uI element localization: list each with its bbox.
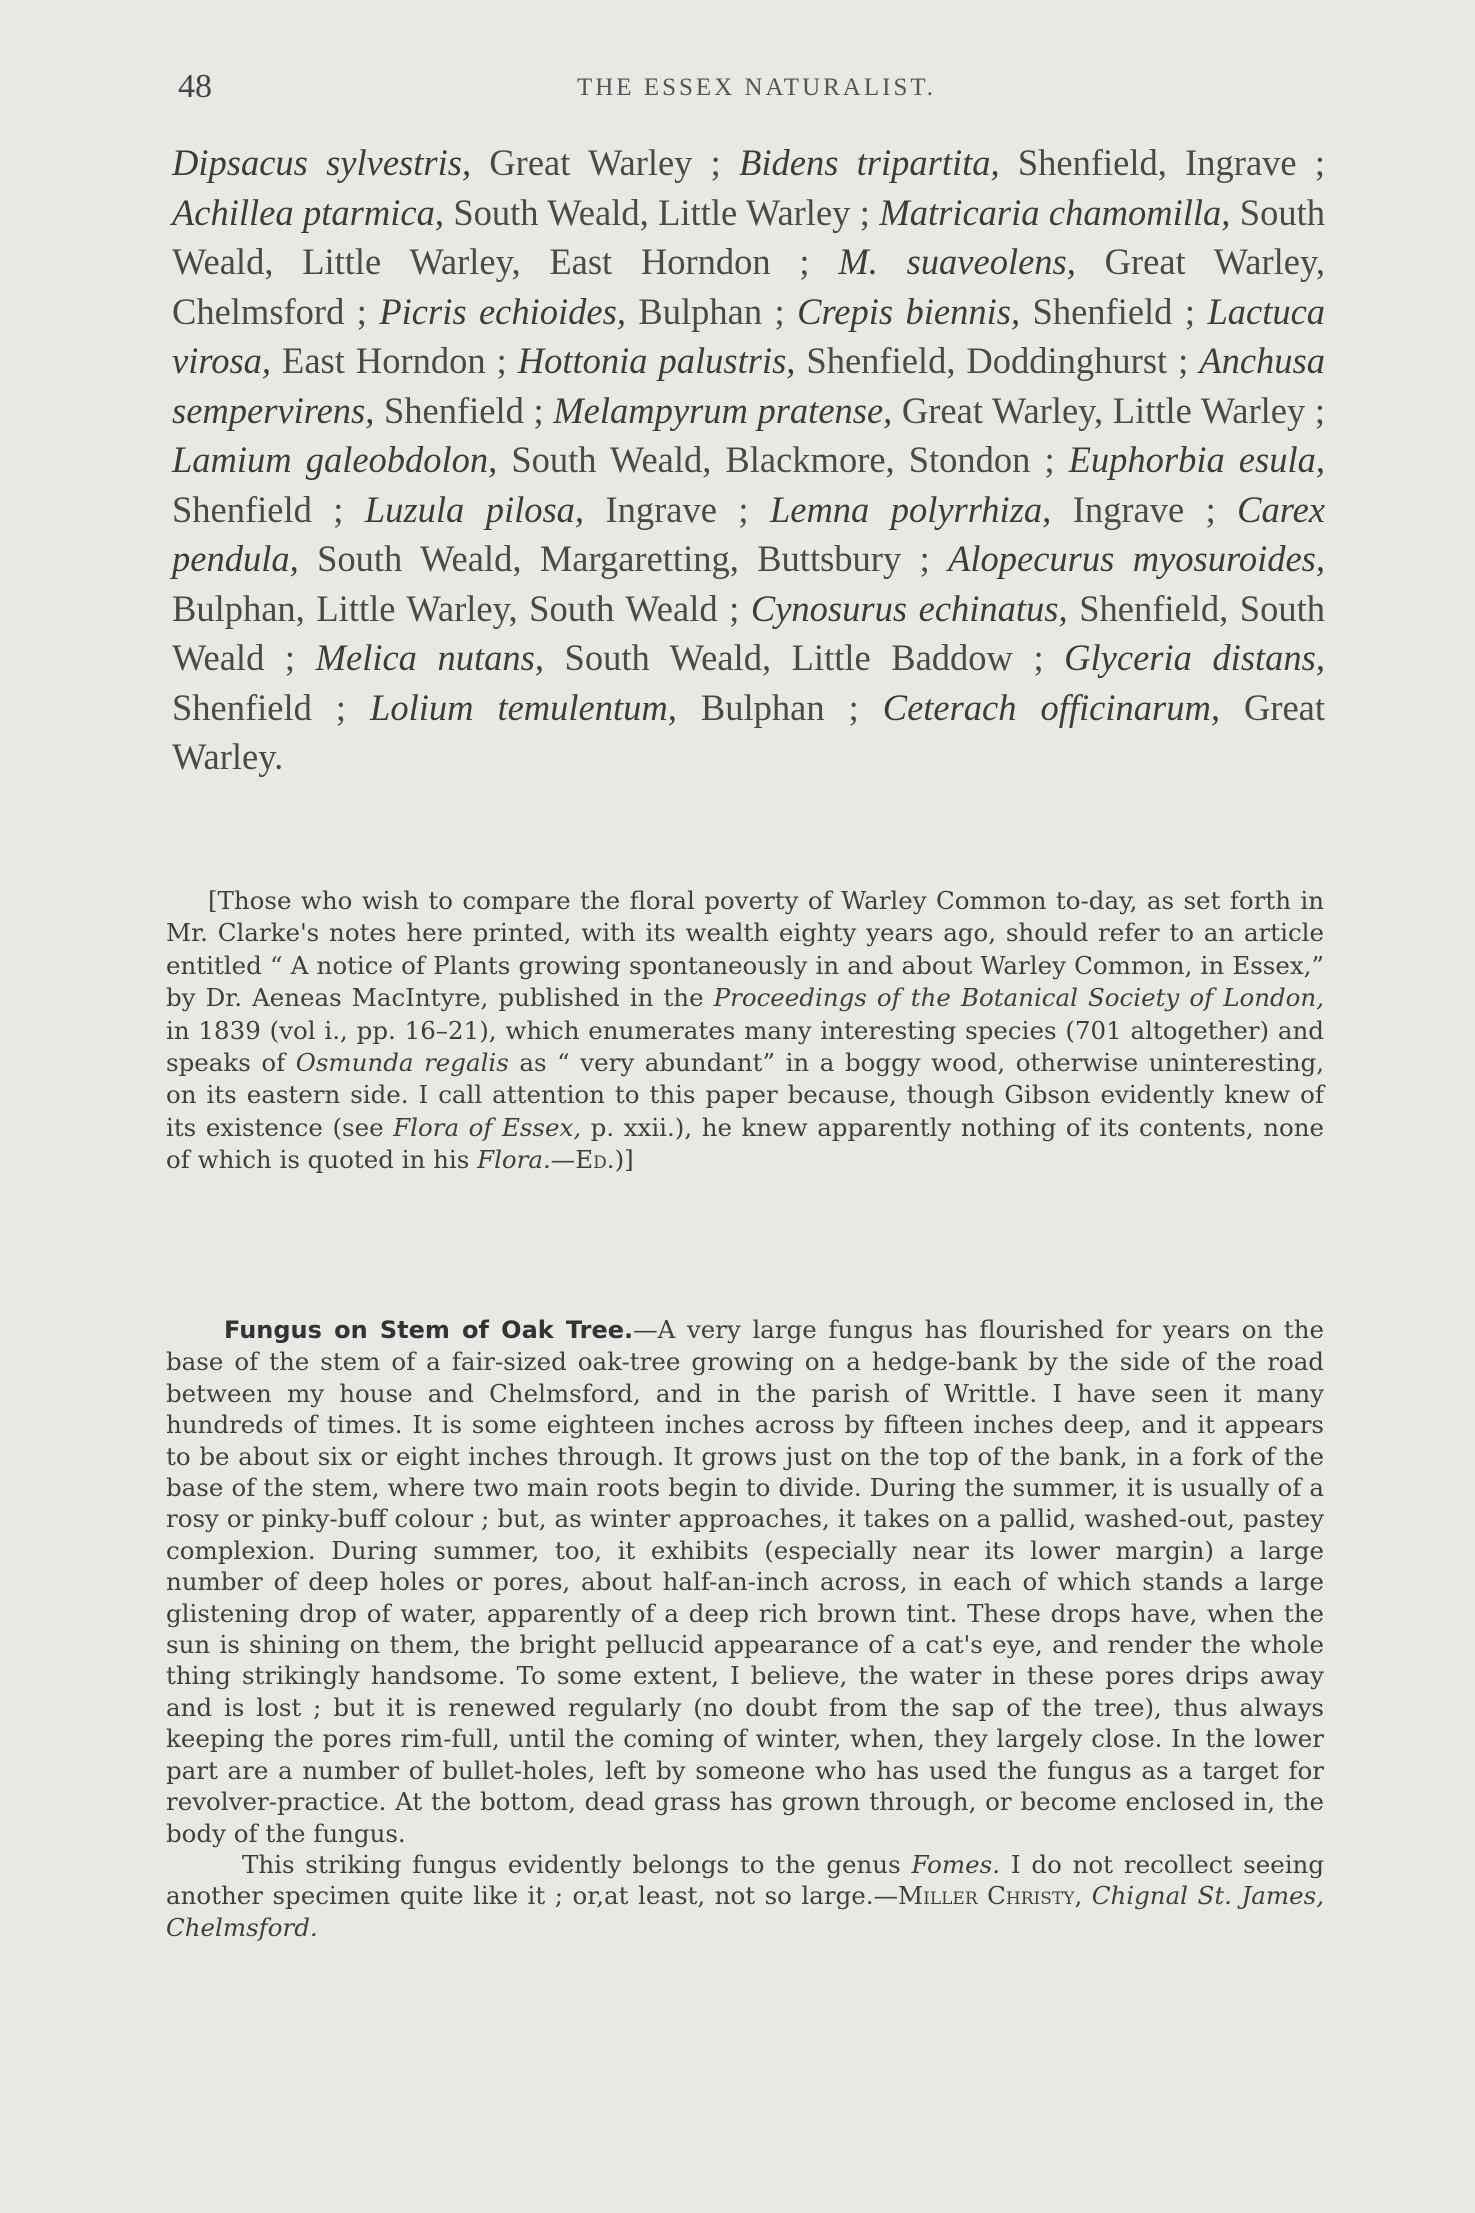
plant-list-paragraph (172, 138, 1325, 782)
editor-note-species-7: Flora. (477, 1145, 551, 1175)
fungus-paragraph-2-middle: I do not recollect seeing another specimen quite like it ; or,at least, not so large.— (166, 1849, 1324, 1911)
plant-list-species-24: Euphorbia esula, (1068, 439, 1325, 480)
editor-note-species-5: Flora of Essex, (393, 1112, 582, 1142)
plant-list-text-5: South Weald, Little Warley ; (443, 191, 880, 233)
fungus-paragraph-2-before: This striking fungus evidently belongs to the genus (242, 1849, 912, 1879)
plant-list-text (172, 138, 1325, 782)
plant-list-text-17: Shenfield, Doddinghurst ; (795, 340, 1200, 381)
plant-list-species-10: Picris echioides, (379, 290, 626, 332)
editor-note-text (166, 885, 1324, 1177)
fungus-paragraph-2 (166, 1849, 1324, 1943)
editor-note (166, 885, 1324, 1177)
plant-list-text-9: Great Warley, Chelmsford ; (172, 241, 1325, 332)
plant-list-species-22: Lamium galeobdolon, (172, 439, 498, 480)
editor-note-species-3: Osmunda regalis (295, 1048, 509, 1078)
page-header (178, 68, 1335, 114)
plant-list-text-33: Bulphan, Little Warley, South Weald ; (172, 587, 751, 629)
plant-list-species-38: Glyceria distans, (1064, 637, 1325, 678)
plant-list-species-30: Carex pendula, (172, 488, 1326, 579)
plant-list-text-27: Ingrave ; (584, 488, 770, 530)
plant-list-text-11: Bulphan ; (625, 290, 798, 332)
signature-name: Miller Christy, (898, 1881, 1083, 1911)
fungus-note (166, 1314, 1324, 1943)
editor-note-text-4: as “ very abundant” in a boggy wood, otherwise uninteresting, on its eastern side. I call attention to this paper because, though Gibson evidently knew of its existence (see (166, 1048, 1324, 1142)
plant-list-text-15: East Horndon ; (271, 340, 518, 381)
plant-list-species-6: Matricaria chamomilla, (879, 191, 1231, 233)
fungus-paragraph-1-text: —A very large fungus has flourished for years on the base of the stem of a fair-sized oak-tree growing on a hedge-bank by the side of the road between my house and Chelmsford, and in the parish of Writtle. I have seen it many hundreds of times. It is some eighteen inches across by fifteen inches deep, and it appears to be about six or eight inches through. It grows just on the top of the bank, in a fork of the base of the stem, where two main roots begin to divide. During the summer, it is usually of a rosy or pinky-buff colour ; but, as winter approaches, it takes on a pallid, washed-out, pastey complexion. During summer, too, it exhibits (especially near its lower margin) a large number of deep holes or pores, about half-an-inch across, in each of which stands a large glistening drop of water, apparently of a deep rich brown tint. These drops have, when the sun is shining on them, the bright pellucid appearance of a cat's eye, and render the whole thing strikingly handsome. To some extent, I believe, the water in these pores drips away and is lost ; but it is renewed regularly (no doubt from the sap of the tree), thus always keeping the pores rim-full, until the coming of winter, when, they largely close. In the lower part are a number of bullet-holes, left by someone who has used the fungus as a target for revolver-practice. At the bottom, dead grass has grown through, or become enclosed in, the body of the fungus. (166, 1315, 1325, 1848)
page-number: 48 (178, 68, 212, 105)
plant-list-species-14: Lactuca virosa, (172, 290, 1326, 381)
genus-name: Fomes. (911, 1849, 1001, 1879)
plant-list-species-36: Melica nutans, (315, 637, 544, 678)
editor-note-text-0: [Those who wish to compare the floral poverty of Warley Common to-day, as set forth in Mr. Clarke's notes here printed, with its wealth eighty years ago, should refer to an article entitled “ A notice of Plants growing spontaneously in and about Warley Common, in Essex,” by Dr. Aeneas MacIntyre, published in the (166, 886, 1324, 1013)
plant-list-text-23: South Weald, Blackmore, Stondon ; (497, 439, 1069, 480)
plant-list-text-29: Ingrave ; (1051, 488, 1238, 530)
plant-list-species-18: Anchusa sempervirens, (172, 340, 1326, 431)
editor-note-text-6: p. xxii.), he knew apparently nothing of its contents, none of which is quoted in his (166, 1112, 1324, 1175)
editor-note-species-1: Proceedings of the Botanical Society of London, (713, 983, 1324, 1013)
plant-list-species-40: Lolium temulentum, (370, 686, 677, 728)
fungus-paragraph-1 (166, 1314, 1324, 1849)
plant-list-species-32: Alopecurus myosuroides, (948, 538, 1326, 579)
editor-note-text-2: in 1839 (vol i., pp. 16–21), which enumerates many interesting species (701 altogether) and speaks of (166, 1015, 1324, 1078)
plant-list-text-21: Great Warley, Little Warley ; (892, 389, 1325, 431)
plant-list-text-3: Shenfield, Ingrave ; (999, 142, 1325, 183)
plant-list-text-1: Great Warley ; (471, 142, 740, 183)
plant-list-species-0: Dipsacus sylvestris, (172, 142, 472, 183)
plant-list-species-20: Melampyrum pratense, (553, 389, 893, 431)
plant-list-text-19: Shenfield ; (374, 389, 554, 431)
signature-place: Chignal St. James, Chelmsford. (166, 1881, 1324, 1942)
editor-note-text-8: —Ed.)] (550, 1145, 634, 1175)
plant-list-species-42: Ceterach officinarum, (882, 686, 1220, 728)
plant-list-species-28: Lemna polyrrhiza, (769, 488, 1052, 530)
plant-list-species-26: Luzula pilosa, (364, 488, 585, 530)
plant-list-text-31: South Weald, Margaretting, Buttsbury ; (298, 538, 949, 579)
plant-list-text-37: South Weald, Little Baddow ; (543, 637, 1065, 678)
running-head: THE ESSEX NATURALIST. (576, 74, 937, 101)
plant-list-species-12: Crepis biennis, (797, 290, 1021, 332)
plant-list-text-41: Bulphan ; (676, 686, 883, 728)
plant-list-text-7: South Weald, Little Warley, East Horndon ; (172, 191, 1325, 282)
plant-list-species-4: Achillea ptarmica, (172, 191, 444, 233)
plant-list-species-2: Bidens tripartita, (739, 142, 1000, 183)
plant-list-text-39: Shenfield ; (172, 686, 371, 728)
plant-list-species-8: M. suaveolens, (838, 241, 1076, 282)
plant-list-text-25: Shenfield ; (172, 488, 365, 530)
plant-list-species-34: Cynosurus echinatus, (750, 587, 1068, 629)
plant-list-text-13: Shenfield ; (1020, 290, 1208, 332)
plant-list-text-43: Great Warley. (172, 686, 1326, 777)
plant-list-species-16: Hottonia palustris, (517, 340, 796, 381)
fungus-heading: Fungus on Stem of Oak Tree. (224, 1316, 634, 1344)
plant-list-text-35: Shenfield, South Weald ; (172, 587, 1325, 678)
